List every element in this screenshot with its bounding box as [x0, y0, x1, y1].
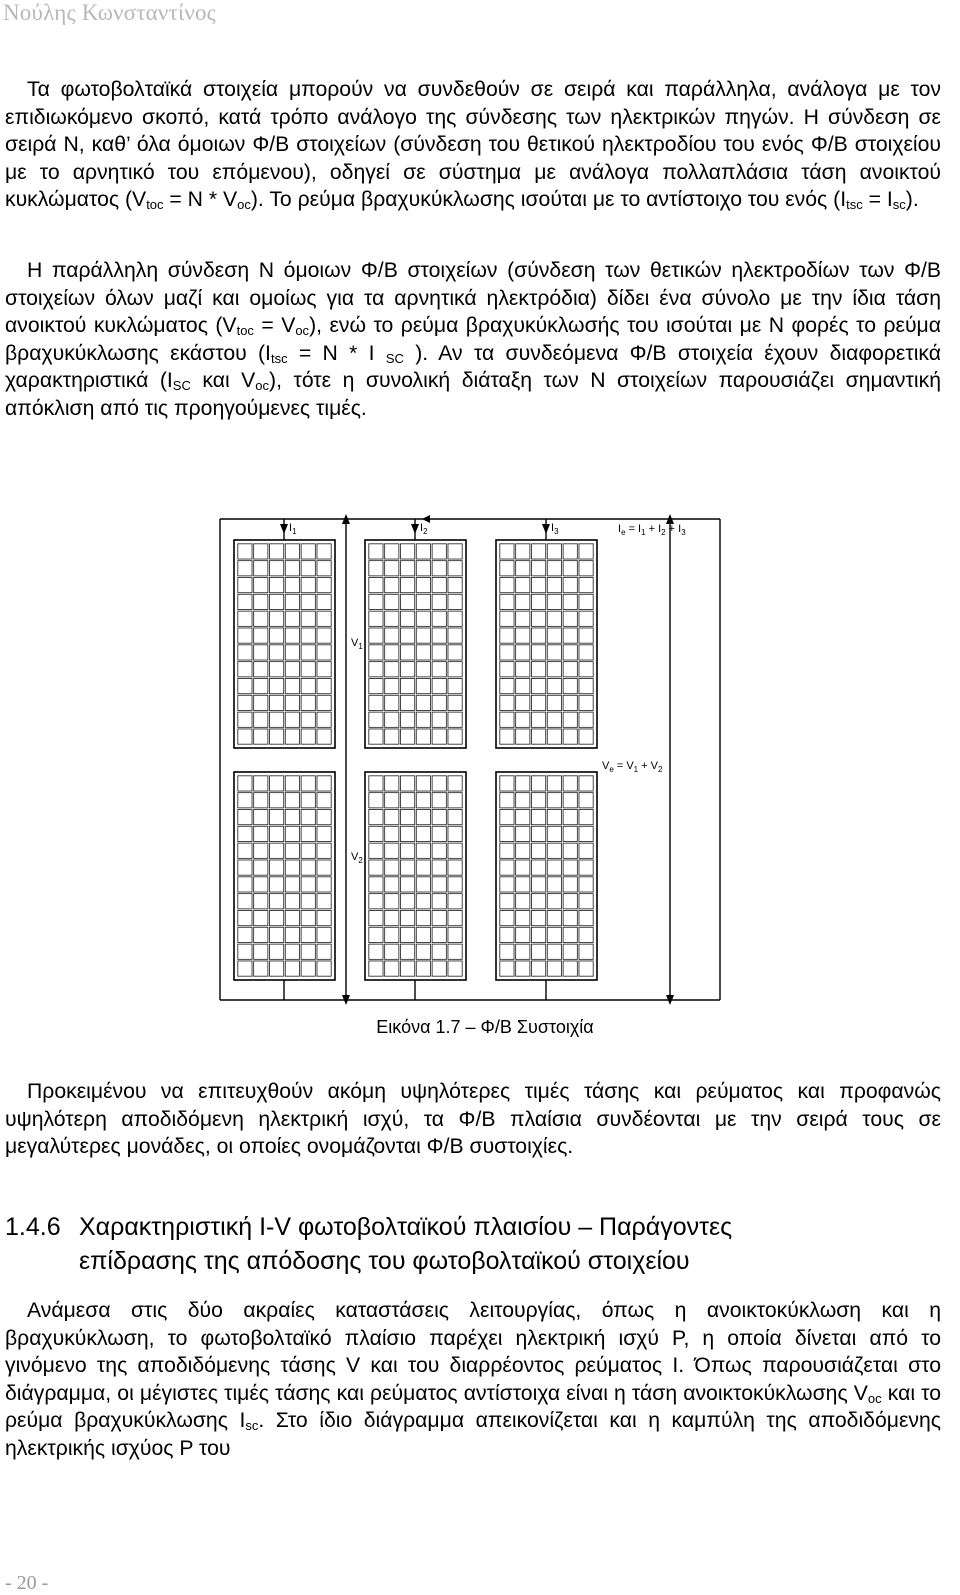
- paragraph-parallel-connection: Η παράλληλη σύνδεση Ν όμοιων Φ/Β στοιχείων (σύνδεση των θετικών ηλεκτροδίων των Φ/Β στοιχείων όλων μαζί και ομοίως για τα αρνητικά ηλεκτρόδια) δίδει ένα σύνολο με την ίδια τάση ανοικτού κυκλώματος $(V_{toc} = V_{oc})$, ενώ το ρεύμα βραχυκύκλωσής του ισούται με Ν φορές το ρεύμα βραχυκύκλωσης εκάστου ($I_{tsc} = N * I$ $_{SC}$ ). Αν τα συνδεόμενα Φ/Β στοιχεία έχουν διαφορετικά χαρακτηριστικά ($I_{SC}$ και $V_{oc}$), τότε η συνολική διάταξη των Ν στοιχείων παρουσιάζει σημαντική απόκλιση από τις προηγούμενες τιμές.: [5, 259, 941, 420]
- pv-panel: [365, 772, 466, 980]
- label-i2: $I_2$: [420, 522, 428, 536]
- pv-array-figure: [200, 492, 745, 1017]
- label-i1: $I_1$: [289, 522, 297, 536]
- arrow-i1: [280, 524, 288, 534]
- paragraph-pv-arrays: Προκειμένου να επιτευχθούν ακόμη υψηλότερες τιμές τάσης και ρεύματος και προφανώς υψηλότερη αποδιδόμενη ηλεκτρική ισχύ, τα Φ/Β πλαίσια συνδέονται με την σειρά τους σε μεγαλύτερες μονάδες, οι οποίες ονομάζονται Φ/Β συστοιχίες.: [5, 1080, 941, 1159]
- pv-panel: [496, 772, 597, 980]
- section-number: 1.4.6: [5, 1213, 61, 1241]
- page-header-author: Νούλης Κωνσταντίνος: [3, 0, 216, 25]
- figure-caption: Εικόνα 1.7 – Φ/Β Συστοιχία: [376, 1017, 594, 1037]
- arrow-ie: [422, 515, 430, 523]
- label-ve-equation: $V_e = V_1 + V_2$: [602, 760, 663, 774]
- arrow-i2: [411, 524, 419, 534]
- label-v2: $V_2$: [351, 851, 363, 865]
- pv-array-diagram: [200, 492, 745, 1017]
- page-number: - 20 -: [5, 1572, 49, 1594]
- label-ie-equation: $I_e = I_1 + I_2 + I_3$: [618, 523, 686, 537]
- section-title-line1: Χαρακτηριστική I-V φωτοβολταϊκού πλαισίου – Παράγοντες: [79, 1213, 733, 1241]
- pv-panel: [234, 540, 335, 748]
- arrow-i3: [542, 524, 550, 534]
- pv-panel: [496, 540, 597, 748]
- label-v1: $V_1$: [351, 637, 363, 651]
- section-heading: [5, 1210, 941, 1278]
- paragraph-iv-characteristic: Ανάμεσα στις δύο ακραίες καταστάσεις λειτουργίας, όπως η ανοικτοκύκλωση και η βραχυκύκλωση, το φωτοβολταϊκό πλαίσιο παρέχει ηλεκτρική ισχύ P, η οποία δίνεται από το γινόμενο της αποδιδόμενης τάσης V και του διαρρέοντος ρεύματος I. Όπως παρουσιάζεται στο διάγραμμα, οι μέγιστες τιμές τάσης και ρεύματος αντίστοιχα είναι η τάση ανοικτοκύκλωσης $V_{oc}$ και το ρεύμα βραχυκύκλωσης $I_{sc}$. Στο ίδιο διάγραμμα απεικονίζεται και η καμπύλη της αποδιδόμενης ηλεκτρικής ισχύος P του: [5, 1299, 942, 1460]
- label-i3: $I_3$: [551, 522, 559, 536]
- paragraph-series-connection: Τα φωτοβολταϊκά στοιχεία μπορούν να συνδεθούν σε σειρά και παράλληλα, ανάλογα με τον επιδιωκόμενο σκοπό, κατά τρόπο ανάλογο της σύνδεσης των ηλεκτρικών πηγών. Η σύνδεση σε σειρά Ν, καθ’ όλα όμοιων Φ/Β στοιχείων (σύνδεση του θετικού ηλεκτροδίου του ενός Φ/Β στοιχείου με το αρνητικό του επόμενου), οδηγεί σε σύστημα με ανάλογα πολλαπλάσια τάση ανοικτού κυκλώματος $(V_{toc} = N * V_{oc})$. Το ρεύμα βραχυκύκλωσης ισούται με το αντίστοιχο του ενός $(I_{tsc} = I_{sc})$.: [5, 78, 941, 213]
- section-title-line2: επίδρασης της απόδοσης του φωτοβολταϊκού στοιχείου: [79, 1247, 690, 1275]
- pv-panels-group: [234, 540, 597, 980]
- pv-panel: [234, 772, 335, 980]
- pv-panel: [365, 540, 466, 748]
